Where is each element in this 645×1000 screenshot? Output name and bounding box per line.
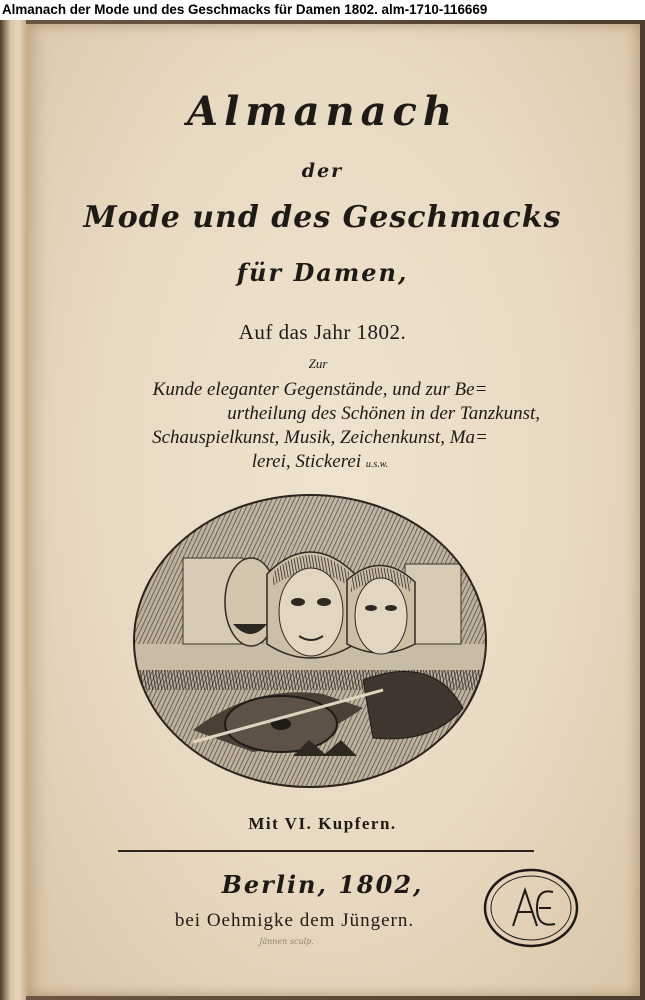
- imprint-city-year: Berlin, 1802,: [221, 870, 424, 899]
- subtitle-line-1: Kunde eleganter Gegenstände, und zur Be=: [152, 379, 488, 400]
- theatre-masks-engraving-icon: [133, 494, 488, 788]
- engraver-note: Jännen sculp.: [259, 937, 314, 946]
- subtitle-line-2: urtheilung des Schönen in der Tanzkunst,: [227, 403, 540, 424]
- subtitle-line-3: Schauspielkunst, Musik, Zeichenkunst, Ma=: [152, 427, 488, 448]
- title-mode-geschmacks: Mode und des Geschmacks: [83, 200, 562, 235]
- subtitle-line-4: [100, 450, 540, 477]
- engraving-vignette: [133, 494, 488, 788]
- almanach-title: Almanach: [187, 88, 458, 135]
- subtitle-block: [100, 378, 540, 477]
- monogram-stamp-icon: [481, 866, 581, 950]
- library-stamp: [481, 866, 581, 950]
- subtitle-usw: u.s.w.: [365, 459, 389, 470]
- title-fuer-damen: für Damen,: [236, 258, 409, 287]
- year-line: Auf das Jahr 1802.: [238, 320, 407, 344]
- divider-rule: [118, 850, 534, 852]
- plates-note: Mit VI. Kupfern.: [248, 814, 397, 833]
- imprint-publisher: bei Oehmigke dem Jüngern.: [174, 910, 415, 931]
- subtitle-zur: Zur: [308, 356, 328, 371]
- subtitle-line-4-text: lerei, Stickerei: [251, 451, 362, 472]
- title-der: der: [301, 160, 344, 182]
- image-caption: Almanach der Mode und des Geschmacks für Damen 1802. alm-1710-116669: [0, 0, 645, 20]
